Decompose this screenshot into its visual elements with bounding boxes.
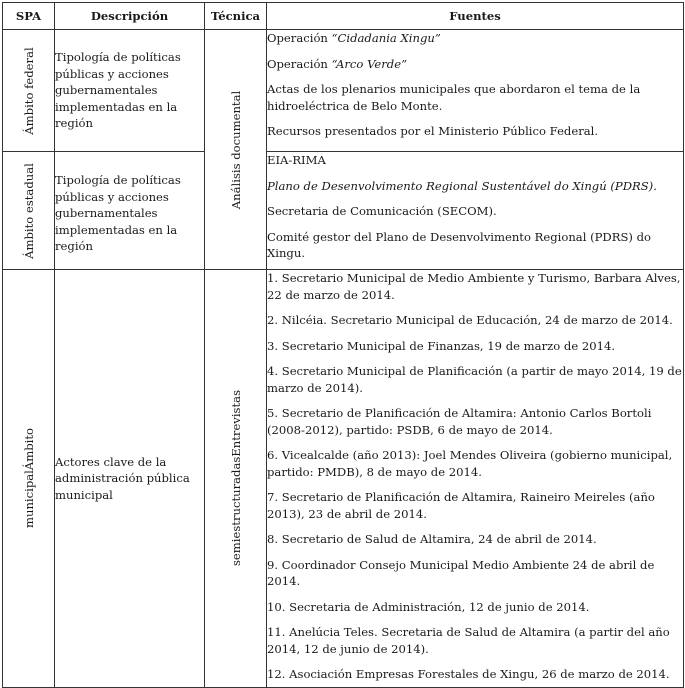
spa-estadual-cell xyxy=(3,152,55,270)
header-tecnica: Técnica xyxy=(205,3,267,30)
descripcion-federal xyxy=(55,30,205,152)
row-municipal xyxy=(3,270,684,688)
header-fuentes: Fuentes xyxy=(267,3,684,30)
tecnica-entrevistas: semiestructuradasEntrevistas xyxy=(228,390,243,567)
source-item: 5. Secretario de Planificación de Altamira: Antonio Carlos Bortoli (2008-2012), partido: PSDB, 6 de mayo de 2014. xyxy=(267,406,652,437)
source-item xyxy=(267,30,683,47)
sources-table xyxy=(2,2,684,688)
source-item xyxy=(267,56,683,73)
source-item: 2. Nilcéia. Secretario Municipal de Educación, 24 de marzo de 2014. xyxy=(267,313,673,327)
spa-municipal-cell xyxy=(3,270,55,688)
spa-federal-cell xyxy=(3,30,55,152)
tecnica-entrevistas-cell xyxy=(205,270,267,688)
fuentes-federal xyxy=(267,30,684,152)
source-item: 11. Anelúcia Teles. Secretaria de Salud de Altamira (a partir del año 2014, 12 de junio de 2014). xyxy=(267,625,670,656)
source-item: 1. Secretario Municipal de Medio Ambiente y Turismo, Barbara Alves, 22 de marzo de 2014. xyxy=(267,271,681,302)
source-prefix: Operación xyxy=(267,31,332,45)
tecnica-doc: Análisis documental xyxy=(228,90,243,209)
spa-estadual: Ámbito estadual xyxy=(21,162,36,259)
source-item: 7. Secretario de Planificación de Altamira, Raineiro Meireles (año 2013), 23 de abril de 2014. xyxy=(267,490,655,521)
descripcion-estadual-text: Tipología de políticas públicas y acciones gubernamentales implementadas en la región xyxy=(55,173,181,253)
source-item: 12. Asociación Empresas Forestales de Xingu, 26 de marzo de 2014. xyxy=(267,667,670,681)
fuentes-estadual xyxy=(267,152,684,270)
header-row xyxy=(3,3,684,30)
fuentes-municipal xyxy=(267,270,684,688)
descripcion-federal-text: Tipología de políticas públicas y acciones gubernamentales implementadas en la región xyxy=(55,50,181,131)
source-item: 6. Vicealcalde (año 2013): Joel Mendes Oliveira (gobierno municipal, partido: PMDB), 8 de mayo de 2014. xyxy=(267,448,673,479)
descripcion-municipal xyxy=(55,270,205,688)
descripcion-municipal-text: Actores clave de la administración pública municipal xyxy=(55,454,190,502)
source-item: 8. Secretario de Salud de Altamira, 24 de abril de 2014. xyxy=(267,532,597,546)
row-federal xyxy=(3,30,684,152)
spa-municipal: municipalÁmbito xyxy=(21,428,36,529)
row-estadual xyxy=(3,152,684,270)
source-item: Plano de Desenvolvimento Regional Sustentável do Xingú (PDRS). xyxy=(267,178,657,193)
source-name: “Arco Verde” xyxy=(331,56,408,71)
source-name: “Cidadania Xingu” xyxy=(331,31,441,45)
source-item: Actas de los plenarios municipales que abordaron el tema de la hidroeléctrica de Belo Monte. xyxy=(267,82,641,113)
header-descripcion: Descripción xyxy=(55,3,205,30)
source-prefix: Operación xyxy=(267,56,332,71)
source-item: 3. Secretario Municipal de Finanzas, 19 de marzo de 2014. xyxy=(267,338,616,353)
source-item: 4. Secretario Municipal de Planificación (a partir de mayo 2014, 19 de marzo de 2014). xyxy=(267,364,682,395)
source-item: EIA-RIMA xyxy=(267,153,326,167)
source-item: Recursos presentados por el Ministerio Público Federal. xyxy=(267,124,599,138)
source-item: Secretaria de Comunicación (SECOM). xyxy=(267,204,497,218)
source-item: 9. Coordinador Consejo Municipal Medio Ambiente 24 de abril de 2014. xyxy=(267,557,655,588)
descripcion-estadual xyxy=(55,152,205,270)
tecnica-doc-cell xyxy=(205,30,267,270)
source-item: 10. Secretaria de Administración, 12 de junio de 2014. xyxy=(267,599,590,614)
source-item: Comité gestor del Plano de Desenvolvimento Regional (PDRS) do Xingu. xyxy=(267,229,652,260)
spa-federal: Ámbito federal xyxy=(21,46,36,135)
header-spa: SPA xyxy=(3,3,55,30)
